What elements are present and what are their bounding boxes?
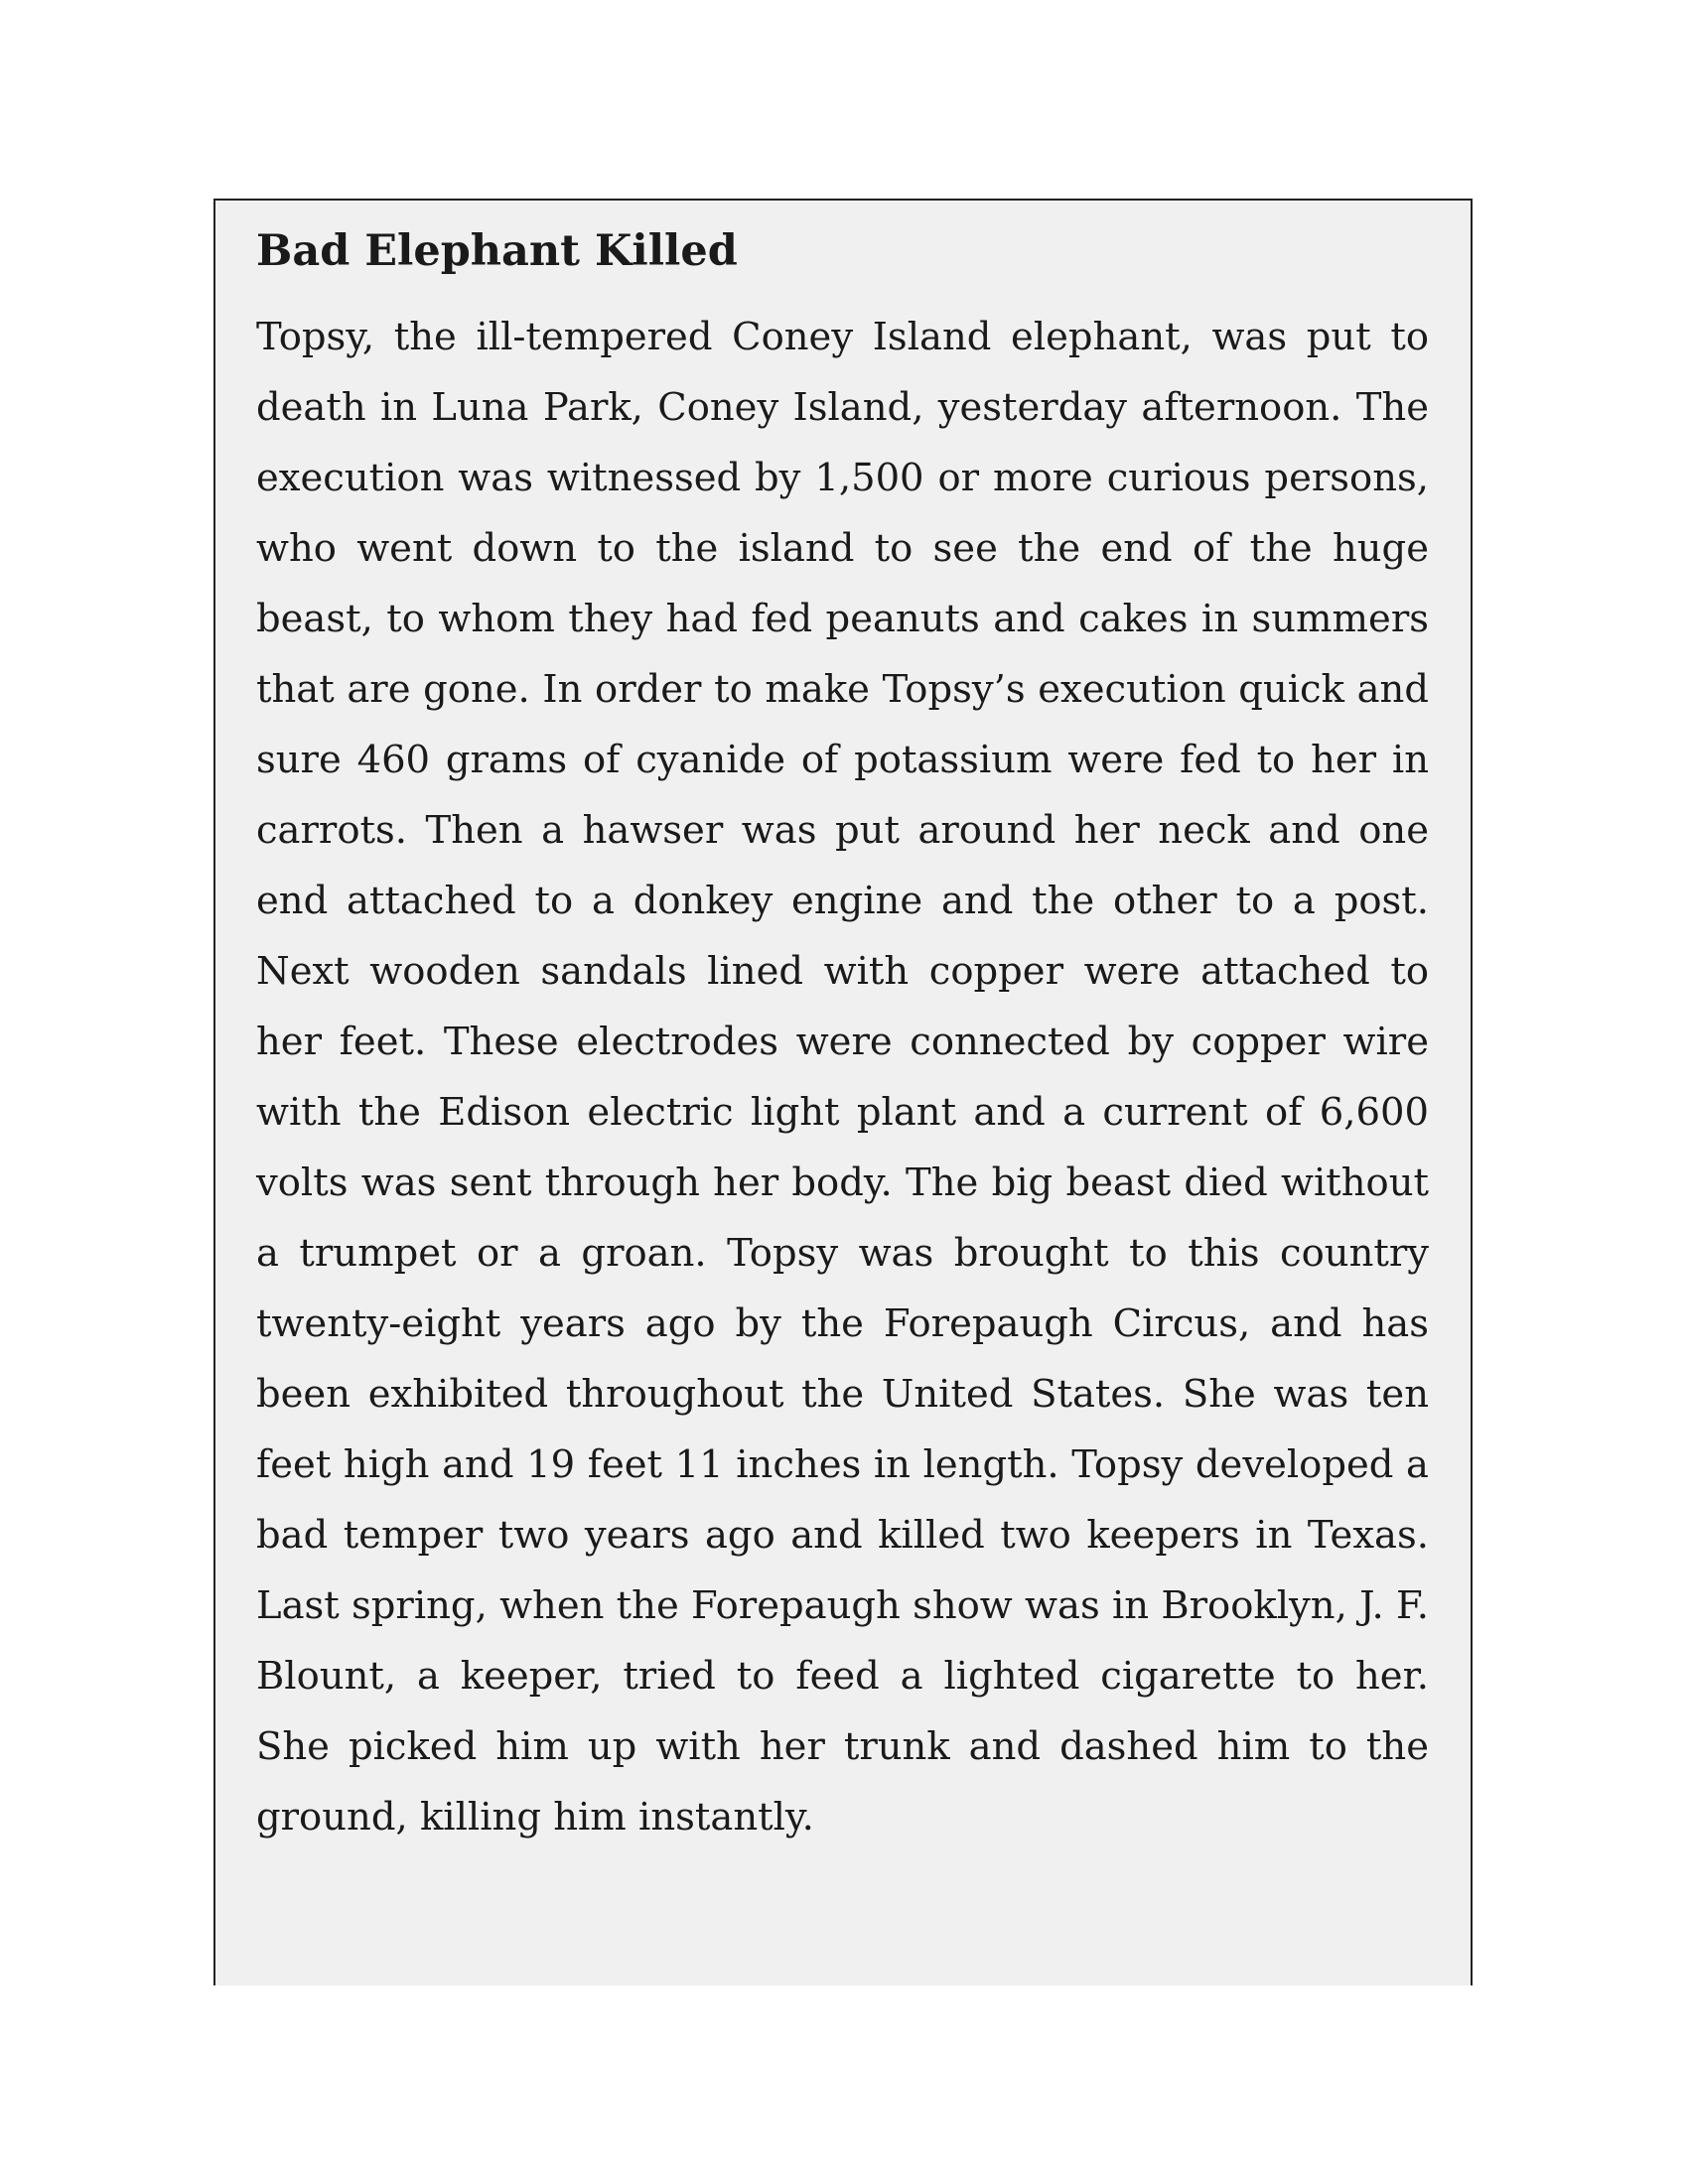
article-title: Bad Elephant Killed <box>256 226 738 276</box>
article-body: Topsy, the ill-tempered Coney Island elephant, was put to death in Luna Park, Coney Island, yesterday afternoon. The execution was witnessed by 1,500 or more curious persons, who went down to the island to see the end of the huge beast, to whom they had fed peanuts and cakes in summers that are gone. In order to make Topsy’s execution quick and sure 460 grams of cyanide of potassium were fed to her in carrots. Then a hawser was put around her neck and one end attached to a donkey engine and the other to a post. Next wooden sandals lined with copper were attached to her feet. These electrodes were connected by copper wire with the Edison electric light plant and a current of 6,600 volts was sent through her body. The big beast died without a trumpet or a groan. Topsy was brought to this country twenty-eight years ago by the Forepaugh Circus, and has been exhibited throughout the United States. She was ten feet high and 19 feet 11 inches in length. Topsy developed a bad temper two years ago and killed two keepers in Texas. Last spring, when the Forepaugh show was in Brooklyn, J. F. Blount, a keeper, tried to feed a lighted cigarette to her. She picked him up with her trunk and dashed him to the ground, killing him instantly. <box>256 315 1429 1840</box>
article-box <box>213 199 1473 1985</box>
